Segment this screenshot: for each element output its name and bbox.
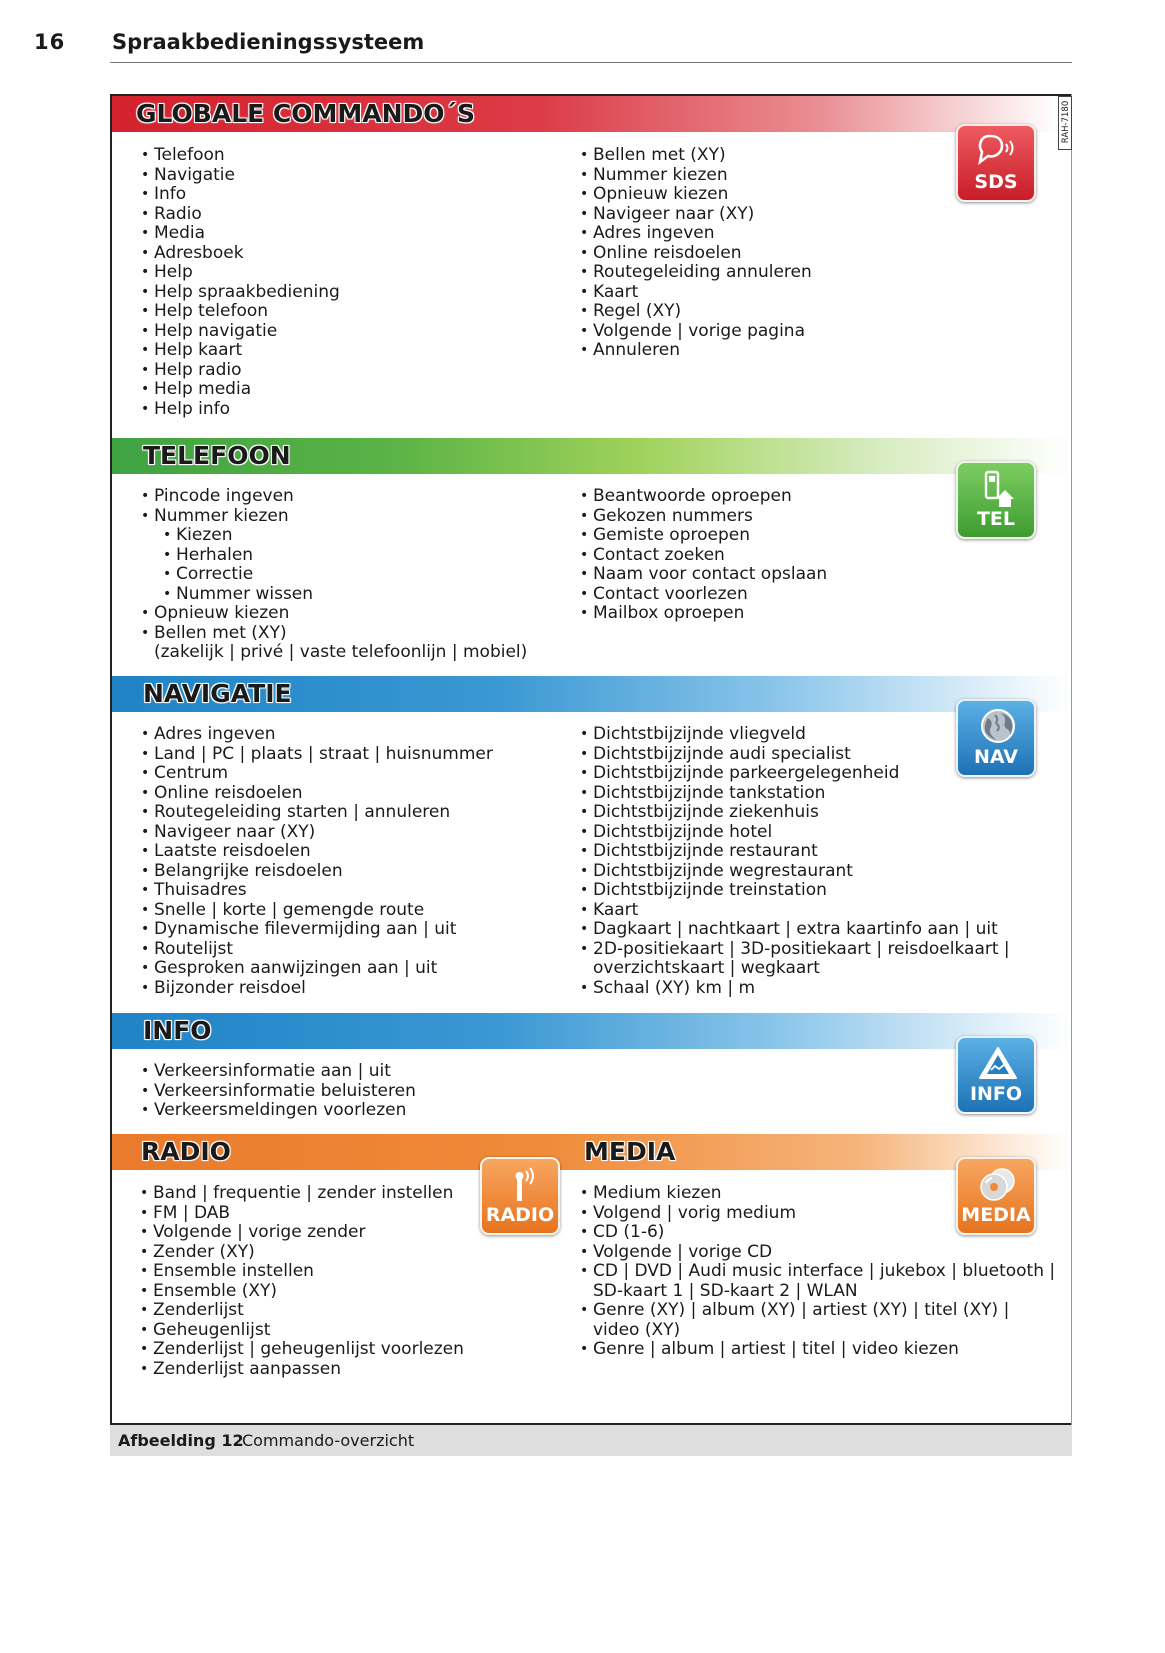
list-item: • Nummer kiezen (141, 507, 527, 527)
list-item: • Volgende | vorige CD (580, 1243, 1055, 1263)
list-item: • Band | frequentie | zender instellen (140, 1184, 464, 1204)
list-item: • Help info (141, 400, 340, 420)
list-item: • Help media (141, 380, 340, 400)
list-item: • Help kaart (141, 341, 340, 361)
list-item: • Contact zoeken (580, 546, 827, 566)
list-item: • Zenderlijst (140, 1301, 464, 1321)
list-item: • Snelle | korte | gemengde route (141, 901, 493, 921)
list-item: • Dynamische filevermijding aan | uit (141, 920, 493, 940)
list-item: • Help radio (141, 361, 340, 381)
list-item: • Ensemble (XY) (140, 1282, 464, 1302)
navigatie-list-right (580, 725, 1010, 998)
list-item: • Dichtstbijzijnde restaurant (580, 842, 1010, 862)
figure-code: RAH-7180 (1061, 100, 1071, 144)
list-item: • Land | PC | plaats | straat | huisnummer (141, 745, 493, 765)
section-header-navigatie (112, 676, 1070, 712)
list-item: • Schaal (XY) km | m (580, 979, 1010, 999)
caption-text: Commando-overzicht (242, 1431, 415, 1450)
list-item: • Bijzonder reisdoel (141, 979, 493, 999)
list-item: • Online reisdoelen (580, 244, 812, 264)
voice-command-icon (976, 132, 1020, 172)
list-item: • Dichtstbijzijnde wegrestaurant (580, 862, 1010, 882)
list-subitem: • Correctie (141, 565, 527, 585)
list-item: • Kaart (580, 901, 1010, 921)
list-item: • Contact voorlezen (580, 585, 827, 605)
list-item: • Gemiste oproepen (580, 526, 827, 546)
list-item-continuation: overzichtskaart | wegkaart (593, 958, 820, 978)
list-item: • FM | DAB (140, 1204, 464, 1224)
nav-badge (956, 699, 1036, 777)
list-item: • Dichtstbijzijnde treinstation (580, 881, 1010, 901)
list-item: • CD | DVD | Audi music interface | jukebox | bluetooth | (580, 1262, 1055, 1282)
sds-badge (956, 124, 1036, 202)
nav-badge-label: NAV (973, 746, 1019, 768)
list-item: • Routegeleiding annuleren (580, 263, 812, 283)
list-item: • Adresboek (141, 244, 340, 264)
list-item: • Naam voor contact opslaan (580, 565, 827, 585)
chapter-title: Spraakbedieningssysteem (112, 30, 425, 54)
list-item: • Routelijst (141, 940, 493, 960)
radio-antenna-icon (500, 1165, 544, 1205)
section-title-globale: GLOBALE COMMANDO´S (136, 99, 476, 128)
page-header (0, 0, 1165, 70)
section-header-globale (112, 96, 1057, 132)
list-item: • Ensemble instellen (140, 1262, 464, 1282)
list-item: • Geheugenlijst (140, 1321, 464, 1341)
list-item: • Adres ingeven (580, 224, 812, 244)
list-item: • Volgende | vorige pagina (580, 322, 812, 342)
list-item: • Dichtstbijzijnde vliegveld (580, 725, 1010, 745)
list-item: • Bellen met (XY) (141, 624, 527, 644)
list-item: • Beantwoorde oproepen (580, 487, 827, 507)
page-number: 16 (34, 30, 66, 54)
list-item: • Medium kiezen (580, 1184, 1055, 1204)
globale-list-left (141, 146, 340, 419)
list-item: • Genre (XY) | album (XY) | artiest (XY) | titel (XY) | (580, 1301, 1055, 1321)
section-title-info: INFO (143, 1016, 212, 1045)
list-item: • Annuleren (580, 341, 812, 361)
disc-icon (976, 1165, 1020, 1205)
list-item: • Verkeersinformatie aan | uit (141, 1062, 416, 1082)
media-badge (956, 1157, 1036, 1235)
media-badge-label: MEDIA (961, 1204, 1031, 1226)
tel-badge-label: TEL (976, 508, 1016, 530)
list-item-continuation: (zakelijk | privé | vaste telefoonlijn | mobiel) (154, 642, 528, 662)
figure-code-box (1058, 96, 1072, 150)
list-item: • Genre | album | artiest | titel | video kiezen (580, 1340, 1055, 1360)
list-item: • Gesproken aanwijzingen aan | uit (141, 959, 493, 979)
list-item: • Mailbox oproepen (580, 604, 827, 624)
list-item: • Routegeleiding starten | annuleren (141, 803, 493, 823)
list-item: • Help (141, 263, 340, 283)
list-item: • Dichtstbijzijnde ziekenhuis (580, 803, 1010, 823)
list-item: • Help navigatie (141, 322, 340, 342)
section-header-telefoon (112, 438, 1070, 474)
list-subitem: • Herhalen (141, 546, 527, 566)
list-item: • Volgend | vorig medium (580, 1204, 1055, 1224)
list-item: • Dichtstbijzijnde tankstation (580, 784, 1010, 804)
list-item: • Volgende | vorige zender (140, 1223, 464, 1243)
radio-badge (480, 1157, 560, 1235)
list-item: • Adres ingeven (141, 725, 493, 745)
telefoon-list-right (580, 487, 827, 624)
figure-caption (110, 1425, 1072, 1456)
sds-badge-label: SDS (974, 171, 1018, 193)
list-item: • Opnieuw kiezen (141, 604, 527, 624)
list-item: • Centrum (141, 764, 493, 784)
list-item: • Navigatie (141, 166, 340, 186)
section-header-info (112, 1013, 1070, 1049)
caption-label: Afbeelding 12 (118, 1431, 244, 1450)
list-item: • Opnieuw kiezen (580, 185, 812, 205)
section-title-navigatie: NAVIGATIE (143, 679, 292, 708)
list-item: • Dichtstbijzijnde audi specialist (580, 745, 1010, 765)
list-item: • Dagkaart | nachtkaart | extra kaartinfo aan | uit (580, 920, 1010, 940)
list-item: • Zenderlijst | geheugenlijst voorlezen (140, 1340, 464, 1360)
list-item: • Radio (141, 205, 340, 225)
list-item: • Dichtstbijzijnde hotel (580, 823, 1010, 843)
list-item: • Help spraakbediening (141, 283, 340, 303)
list-item: • Verkeersmeldingen voorlezen (141, 1101, 416, 1121)
list-item: • Media (141, 224, 340, 244)
section-header-radio-media (112, 1134, 1070, 1170)
list-item-continuation: video (XY) (593, 1319, 681, 1340)
list-subitem: • Kiezen (141, 526, 527, 546)
info-list (141, 1062, 416, 1121)
list-item: • Laatste reisdoelen (141, 842, 493, 862)
phone-home-icon (976, 469, 1020, 509)
list-item: • Nummer kiezen (580, 166, 812, 186)
info-badge (956, 1036, 1036, 1114)
list-item: • Zender (XY) (140, 1243, 464, 1263)
globe-icon (976, 707, 1020, 747)
list-item: • Belangrijke reisdoelen (141, 862, 493, 882)
list-item: • Regel (XY) (580, 302, 812, 322)
radio-list (140, 1184, 464, 1379)
telefoon-list-left (141, 487, 527, 663)
info-badge-label: INFO (969, 1083, 1023, 1105)
radio-badge-label: RADIO (485, 1204, 555, 1226)
list-item: • Zenderlijst aanpassen (140, 1360, 464, 1380)
globale-list-right (580, 146, 812, 361)
list-item-continuation: SD-kaart 1 | SD-kaart 2 | WLAN (593, 1280, 858, 1301)
list-item: • Verkeersinformatie beluisteren (141, 1082, 416, 1102)
list-item: • Navigeer naar (XY) (141, 823, 493, 843)
navigatie-list-left (141, 725, 493, 998)
list-item: • Dichtstbijzijnde parkeergelegenheid (580, 764, 1010, 784)
header-rule (110, 62, 1072, 63)
list-item: • Bellen met (XY) (580, 146, 812, 166)
list-item: • CD (1-6) (580, 1223, 1055, 1243)
list-item: • Help telefoon (141, 302, 340, 322)
figure-right-border (1071, 94, 1072, 1425)
tel-badge (956, 461, 1036, 539)
section-title-radio: RADIO (141, 1137, 231, 1166)
list-item: • Info (141, 185, 340, 205)
list-item: • Telefoon (141, 146, 340, 166)
list-item: • Gekozen nummers (580, 507, 827, 527)
list-item: • 2D-positiekaart | 3D-positiekaart | reisdoelkaart | (580, 940, 1010, 960)
traffic-warning-icon (976, 1044, 1020, 1084)
list-item: • Navigeer naar (XY) (580, 205, 812, 225)
list-item: • Kaart (580, 283, 812, 303)
list-item: • Thuisadres (141, 881, 493, 901)
section-title-media: MEDIA (584, 1137, 676, 1166)
list-item: • Online reisdoelen (141, 784, 493, 804)
section-title-telefoon: TELEFOON (143, 441, 291, 470)
list-subitem: • Nummer wissen (141, 585, 527, 605)
list-item: • Pincode ingeven (141, 487, 527, 507)
